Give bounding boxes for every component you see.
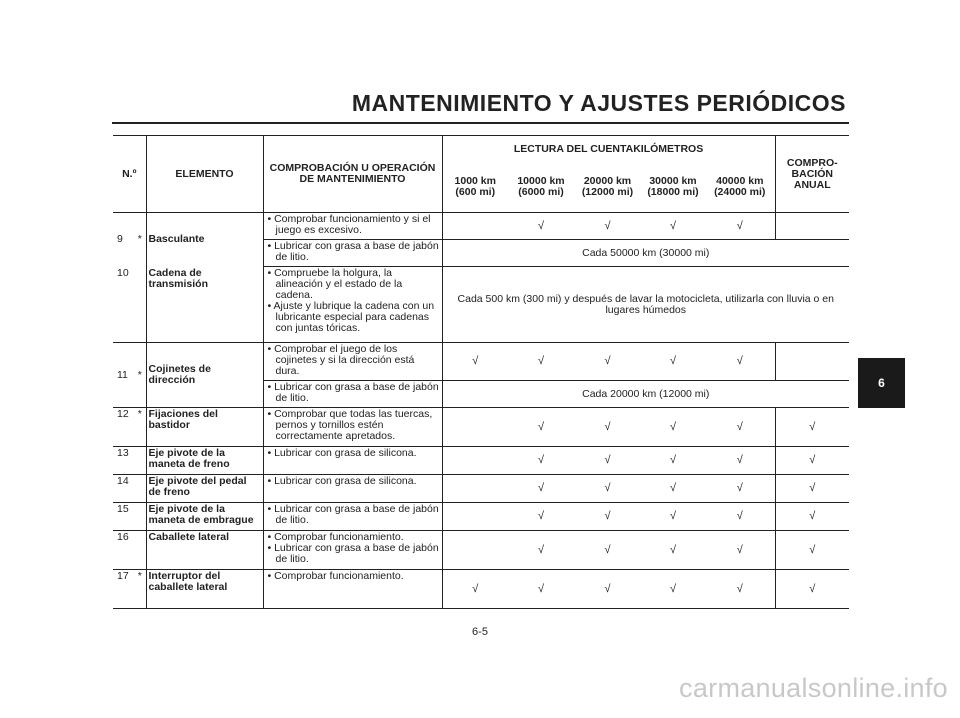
- row-asterisk: [134, 475, 146, 503]
- check-cell: √: [705, 531, 775, 570]
- check-cell: √: [508, 408, 574, 447]
- table-row: [113, 213, 849, 240]
- row-number: 17: [113, 570, 134, 609]
- check-cell: √: [574, 408, 641, 447]
- check-cell: √: [775, 570, 849, 609]
- table-row: [113, 475, 849, 503]
- table-row: [113, 343, 849, 381]
- row-number: 15: [113, 503, 134, 531]
- check-cell: √: [641, 408, 705, 447]
- row-element: Caballete lateral: [146, 531, 263, 570]
- check-cell: √: [705, 213, 775, 240]
- check-cell: [442, 213, 508, 240]
- check-cell: [442, 447, 508, 475]
- check-cell: [442, 503, 508, 531]
- header-annual: COMPRO-BACIÓN ANUAL: [775, 136, 849, 213]
- table-row: [113, 570, 849, 609]
- row-asterisk: [134, 503, 146, 531]
- row-operation: • Lubricar con grasa de silicona.: [263, 447, 442, 475]
- header-interval-10000: 10000 km (6000 mi): [508, 162, 574, 213]
- check-cell: √: [574, 503, 641, 531]
- header-num: N.º: [113, 136, 146, 213]
- header-operation: COMPROBACIÓN U OPERACIÓN DE MANTENIMIENTO: [263, 136, 442, 213]
- row-operation: • Lubricar con grasa a base de jabón de litio.: [263, 240, 442, 267]
- check-cell: √: [705, 343, 775, 381]
- check-cell: [442, 408, 508, 447]
- check-cell: [442, 531, 508, 570]
- header-interval-20000: 20000 km (12000 mi): [574, 162, 641, 213]
- header-odometer: LECTURA DEL CUENTAKILÓMETROS: [442, 136, 775, 163]
- page-title: MANTENIMIENTO Y AJUSTES PERIÓDICOS: [351, 90, 846, 116]
- maintenance-table: [113, 135, 849, 609]
- row-operation: • Comprobar funcionamiento. • Lubricar con grasa a base de jabón de litio.: [263, 531, 442, 570]
- check-cell: √: [641, 570, 705, 609]
- row-operation: • Comprobar el juego de los cojinetes y si la dirección está dura.: [263, 343, 442, 381]
- check-cell: √: [705, 503, 775, 531]
- row-element: Interruptor del caballete lateral: [146, 570, 263, 609]
- check-cell: √: [641, 343, 705, 381]
- row-operation: • Comprobar funcionamiento y si el juego es excesivo.: [263, 213, 442, 240]
- row-asterisk: *: [134, 570, 146, 609]
- check-cell: √: [574, 343, 641, 381]
- table-row: [113, 531, 849, 570]
- row-element: Cojinetes de dirección: [146, 343, 263, 408]
- check-cell: √: [508, 503, 574, 531]
- row-operation: • Lubricar con grasa a base de jabón de litio.: [263, 381, 442, 408]
- table-row: [113, 267, 849, 343]
- check-cell: √: [641, 475, 705, 503]
- row-operation: • Comprobar que todas las tuercas, pernos y tornillos estén correctamente apretados.: [263, 408, 442, 447]
- table-row: [113, 408, 849, 447]
- check-cell: √: [705, 408, 775, 447]
- check-cell: √: [508, 475, 574, 503]
- row-operation: • Lubricar con grasa de silicona.: [263, 475, 442, 503]
- header-interval-1000: 1000 km (600 mi): [442, 162, 508, 213]
- check-cell: √: [574, 570, 641, 609]
- header-element: ELEMENTO: [146, 136, 263, 213]
- check-cell: [775, 213, 849, 240]
- interval-note: Cada 500 km (300 mi) y después de lavar la motocicleta, utilizarla con lluvia o en lugares húmedos: [442, 267, 849, 343]
- check-cell: √: [442, 343, 508, 381]
- check-cell: √: [775, 447, 849, 475]
- check-cell: [775, 343, 849, 381]
- row-asterisk: [134, 447, 146, 475]
- row-element: Eje pivote del pedal de freno: [146, 475, 263, 503]
- row-operation: • Compruebe la holgura, la alineación y el estado de la cadena. • Ajuste y lubrique la cadena con un lubricante especial para cadenas con juntas tóricas.: [263, 267, 442, 343]
- table-row: [113, 447, 849, 475]
- check-cell: √: [574, 447, 641, 475]
- check-cell: √: [775, 531, 849, 570]
- check-cell: √: [775, 475, 849, 503]
- section-tab: 6: [858, 358, 905, 408]
- row-number: 11: [113, 343, 134, 408]
- row-number: 12: [113, 408, 134, 447]
- row-asterisk: *: [134, 343, 146, 408]
- check-cell: √: [705, 570, 775, 609]
- row-number: 9: [117, 233, 123, 246]
- check-cell: √: [775, 408, 849, 447]
- row-operation: • Lubricar con grasa a base de jabón de litio.: [263, 503, 442, 531]
- check-cell: √: [641, 447, 705, 475]
- row-asterisk: *: [137, 233, 142, 246]
- page-number: 6-5: [472, 626, 488, 638]
- interval-note: Cada 20000 km (12000 mi): [442, 381, 849, 408]
- row-element: Cadena de transmisión: [146, 267, 263, 343]
- row-element: Fijaciones del bastidor: [146, 408, 263, 447]
- check-cell: √: [641, 213, 705, 240]
- check-cell: √: [641, 503, 705, 531]
- interval-note: Cada 50000 km (30000 mi): [442, 240, 849, 267]
- row-number: 16: [113, 531, 134, 570]
- table-row: [113, 503, 849, 531]
- check-cell: √: [508, 447, 574, 475]
- check-cell: √: [641, 531, 705, 570]
- row-operation: • Comprobar funcionamiento.: [263, 570, 442, 609]
- row-number: 14: [113, 475, 134, 503]
- row-element: Eje pivote de la maneta de embrague: [146, 503, 263, 531]
- check-cell: √: [574, 531, 641, 570]
- row-number: 10: [113, 267, 134, 343]
- check-cell: √: [574, 213, 641, 240]
- check-cell: [442, 475, 508, 503]
- check-cell: √: [508, 213, 574, 240]
- title-rule: [112, 122, 849, 124]
- check-cell: √: [508, 343, 574, 381]
- row-asterisk: *: [134, 408, 146, 447]
- check-cell: √: [574, 475, 641, 503]
- row-element: Basculante: [146, 213, 263, 267]
- check-cell: √: [705, 447, 775, 475]
- row-number: 13: [113, 447, 134, 475]
- row-asterisk: [134, 267, 146, 343]
- row-asterisk: [134, 531, 146, 570]
- check-cell: √: [508, 531, 574, 570]
- header-interval-40000: 40000 km (24000 mi): [705, 162, 775, 213]
- watermark: carmanualsonline.info: [679, 673, 948, 703]
- header-interval-30000: 30000 km (18000 mi): [641, 162, 705, 213]
- check-cell: √: [508, 570, 574, 609]
- check-cell: √: [705, 475, 775, 503]
- row-element: Eje pivote de la maneta de freno: [146, 447, 263, 475]
- check-cell: √: [775, 503, 849, 531]
- check-cell: √: [442, 570, 508, 609]
